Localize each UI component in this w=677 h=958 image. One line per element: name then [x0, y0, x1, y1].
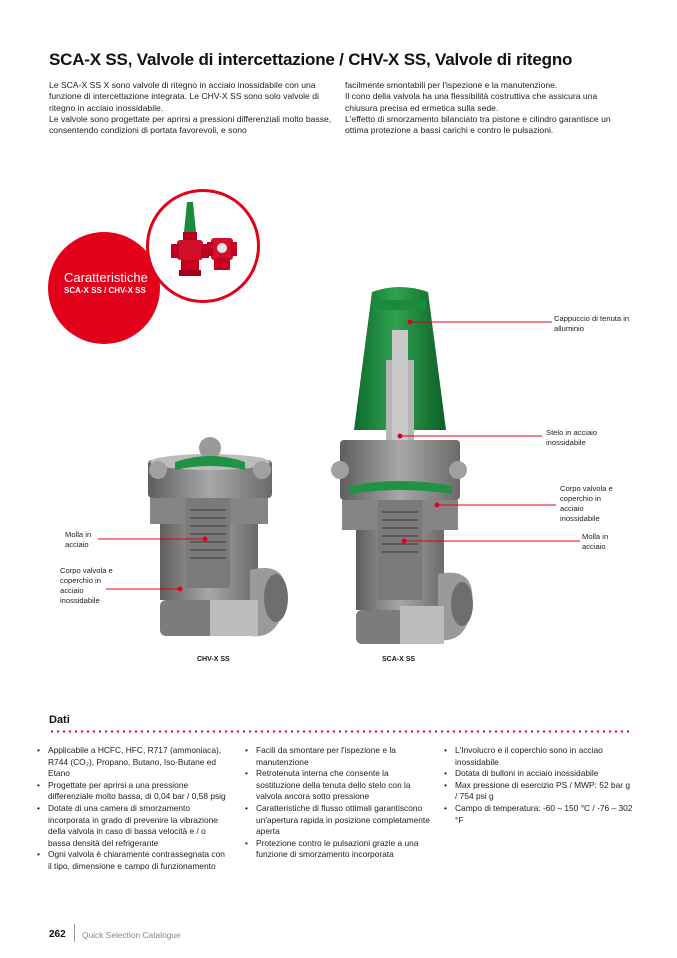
page-number: 262: [49, 929, 66, 940]
callout-cap: Cappuccio di tenuta in alluminio: [554, 314, 630, 333]
intro-paragraph: L'effetto di smorzamento bilanciato tra pistone e cilindro garantisce un ottima protezione a bassi carichi e contro le pulsazioni.: [345, 113, 611, 136]
list-item: • Progettate per aprirsi a una pressione differenziale molto bassa, di 0,04 bar / 0,58 psig: [37, 780, 227, 803]
features-badge-subtitle: SCA-X SS / CHV-X SS: [64, 286, 146, 295]
dotted-divider: [49, 730, 631, 733]
data-section-heading: Dati: [49, 714, 70, 726]
intro-paragraph: facilmente smontabili per l'ispezione e la manutenzione.: [345, 80, 558, 90]
footer-catalogue-name: Quick Selection Catalogue: [82, 930, 181, 940]
caption-chv: CHV-X SS: [197, 656, 230, 663]
callout-spring-right: Molla in acciaio: [582, 532, 609, 551]
list-item: • Dotate di una camera di smorzamento incorporata in grado di prevenire la vibrazione della valvola in caso di bassa velocità e / o bassa densità del refrigerante: [37, 803, 227, 849]
list-item: • Ogni valvola è chiaramente contrassegnata con il tipo, dimensione e campo di funzionamento: [37, 849, 227, 872]
list-item: • Max pressione di esercizio PS / MWP: 52 bar g / 754 psi g: [444, 780, 634, 803]
list-item: • Retrotenuta interna che consente la sostituzione della tenuta dello stelo con la valvola ancora sotto pressione: [245, 768, 435, 803]
footer-divider: [74, 924, 75, 942]
caption-sca: SCA-X SS: [382, 656, 416, 663]
intro-paragraph: Le valvole sono progettate per aprirsi a pressioni differenziali molto basse, consentendo condizioni di portata favorevoli, e sono: [49, 113, 332, 136]
callout-body-left: Corpo valvola e coperchio in acciaio inossidabile: [60, 566, 113, 605]
intro-paragraph: Il cono della valvola ha una flessibilità costruttiva che assicura una chiusura precisa ed ermetica sulla sede.: [345, 91, 598, 113]
page-title: SCA-X SS, Valvole di intercettazione / CHV-X SS, Valvole di ritegno: [49, 50, 573, 69]
list-item: • Caratteristiche di flusso ottimali garantiscono un'apertura rapida in posizione completamente aperta: [245, 803, 435, 838]
chv-valve-drawing: [148, 437, 288, 636]
list-item: • Campo di temperatura: -60 – 150 °C / -76 – 302 °F: [444, 803, 634, 826]
callout-spring-left: Molla in acciaio: [65, 530, 92, 549]
data-list-col3: [444, 745, 634, 826]
list-item: • Facili da smontare per l'ispezione e la manutenzione: [245, 745, 435, 768]
list-item: • Dotata di bulloni in acciaio inossidabile: [444, 768, 634, 780]
data-list-col2: [245, 745, 435, 861]
list-item: • L'Involucro e il coperchio sono in acciao inossidabile: [444, 745, 634, 768]
callout-body-right: Corpo valvola e coperchio in acciaio inossidabile: [560, 484, 613, 523]
callout-stem: Stelo in acciaio inossidabile: [546, 428, 598, 447]
data-list-col1: [37, 745, 227, 873]
list-item: • Protezione contro le pulsazioni grazie a una funzione di smorzamento incorporata: [245, 838, 435, 861]
intro-paragraph: Le SCA-X SS X sono valvole di ritegno in acciaio inossidabile con una funzione di intercettazione integrata. Le CHV-X SS sono solo valvole di ritegno in acciaio inossidabile.: [49, 80, 319, 113]
features-badge-title: Caratteristiche: [64, 270, 148, 285]
sca-valve-drawing: [331, 287, 473, 644]
list-item: • Applicabile a HCFC, HFC, R717 (ammoniaca), R744 (CO₂), Propano, Butano, Iso-Butane ed Etano: [37, 745, 227, 780]
